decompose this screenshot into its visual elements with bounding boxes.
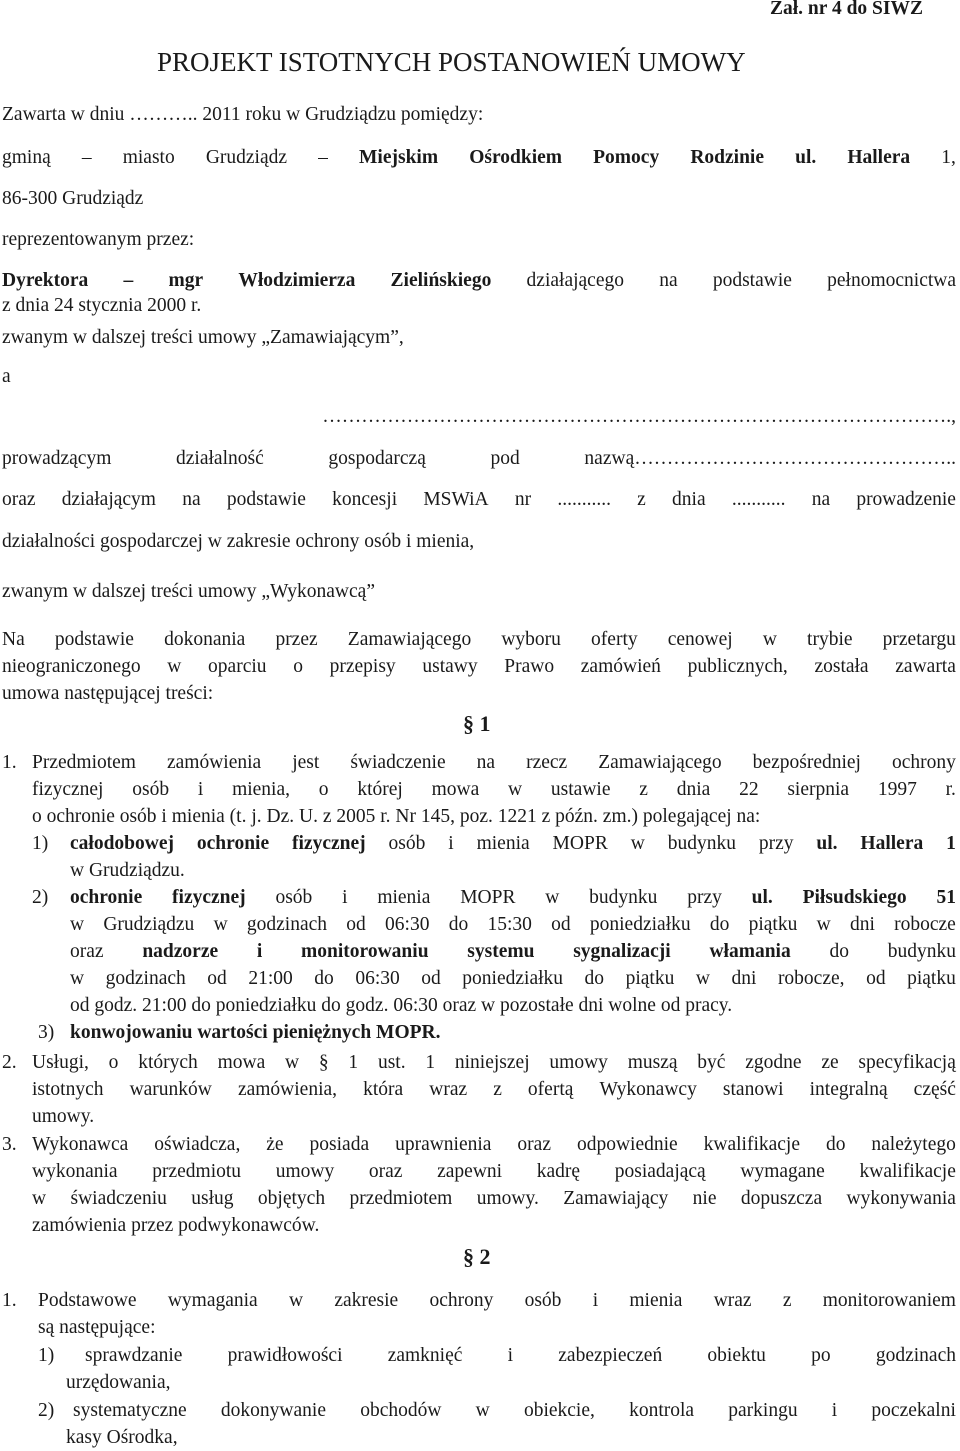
word: Na xyxy=(2,629,25,650)
word: MOPR xyxy=(460,887,516,908)
word: godzinach xyxy=(105,968,186,989)
word: Prawo xyxy=(504,656,555,677)
word: obchodów xyxy=(360,1400,442,1421)
called-contractor: zwanym w dalszej treści umowy „Wykonawcą” xyxy=(2,581,375,602)
word: wymagania xyxy=(167,1290,258,1311)
word: z xyxy=(782,1290,792,1311)
word: Zamawiającego xyxy=(598,752,722,773)
word: włamania xyxy=(709,941,791,962)
word: w xyxy=(70,968,85,989)
s1-p2-line-2 xyxy=(32,1079,956,1101)
word: ustawie xyxy=(550,779,611,800)
word: w xyxy=(32,1188,47,1209)
word: MSWiA xyxy=(423,489,489,510)
word: koncesji xyxy=(332,489,398,510)
word: Pomocy xyxy=(593,147,660,168)
word: Wykonawca xyxy=(32,1134,129,1155)
s1-p2-line-3: umowy. xyxy=(32,1106,95,1127)
word: z xyxy=(637,489,646,510)
word: fizycznej xyxy=(292,833,366,854)
word: w xyxy=(816,914,831,935)
word: publicznych, xyxy=(687,656,788,677)
concluded-text: Zawarta w dniu ……….. 2011 roku w Grudziądzu pomiędzy: xyxy=(2,104,484,125)
word: na xyxy=(476,752,496,773)
word: i xyxy=(592,1290,599,1311)
word: oraz xyxy=(2,489,36,510)
word: zabezpieczeń xyxy=(558,1345,663,1366)
word: budynku xyxy=(589,887,658,908)
word: oraz xyxy=(70,941,104,962)
word: mienia, xyxy=(232,779,291,800)
s1-item2-number: 2) xyxy=(32,887,49,908)
s1-item2-line-3 xyxy=(70,941,956,963)
word: przedmiotu xyxy=(152,1161,242,1182)
word: w xyxy=(695,968,710,989)
word: osób xyxy=(275,887,313,908)
word: na xyxy=(182,489,201,510)
word: wyboru xyxy=(501,629,561,650)
word: mienia xyxy=(629,1290,683,1311)
word: do xyxy=(584,968,605,989)
s1-item2-line-5: od godz. 21:00 do poniedziałku do godz. 06:30 oraz w pozostałe dni wolne od pracy. xyxy=(70,995,733,1016)
word: w xyxy=(167,656,182,677)
word: odpowiednie xyxy=(576,1134,678,1155)
word: poniedziałku xyxy=(589,914,691,935)
word: dni xyxy=(731,968,757,989)
word: systematyczne xyxy=(73,1400,187,1421)
word: w xyxy=(545,887,560,908)
word: ze xyxy=(821,1052,839,1073)
word: w xyxy=(285,1052,300,1073)
word: piątku xyxy=(625,968,675,989)
word: zgodne xyxy=(745,1052,802,1073)
word: godzinach xyxy=(875,1345,956,1366)
word: kontrola xyxy=(629,1400,695,1421)
business-line xyxy=(2,448,956,470)
word: ........... xyxy=(557,489,611,510)
s2-item1-number: 1) xyxy=(38,1345,55,1366)
word: rzecz xyxy=(526,752,568,773)
word: umowy xyxy=(549,1052,608,1073)
word: dokonania xyxy=(164,629,246,650)
word: 15:30 xyxy=(487,914,532,935)
word: kwalifikacje xyxy=(859,1161,956,1182)
word: ochronie xyxy=(70,887,143,908)
s1-p1-number: 1. xyxy=(2,752,17,773)
word: prowadzącym xyxy=(2,448,112,469)
s1-p3-line-2 xyxy=(32,1161,956,1183)
s1-item1-line-1 xyxy=(70,833,956,855)
s2-item2-line-1 xyxy=(73,1400,956,1422)
word: pełnomocnictwa xyxy=(827,270,956,291)
word: ochrony xyxy=(891,752,956,773)
attachment-label: Zał. nr 4 do SIWZ xyxy=(770,0,923,19)
s1-item3-text: konwojowaniu wartości pieniężnych MOPR. xyxy=(70,1022,441,1043)
s1-p1-line-1 xyxy=(32,752,956,774)
word: Wykonawcy xyxy=(599,1079,697,1100)
word: parkingu xyxy=(728,1400,798,1421)
word: osób xyxy=(388,833,426,854)
word: istotnych xyxy=(32,1079,104,1100)
word: piątku xyxy=(907,968,956,989)
word: niniejszej xyxy=(454,1052,530,1073)
word: 22 xyxy=(739,779,759,800)
word: wykonywania xyxy=(846,1188,956,1209)
word: ochronie xyxy=(196,833,270,854)
word: § xyxy=(318,1052,329,1073)
word: w xyxy=(762,629,777,650)
word: dopuszcza xyxy=(740,1188,823,1209)
word: do xyxy=(825,1134,846,1155)
word: prawidłowości xyxy=(227,1345,343,1366)
director-line xyxy=(2,270,956,292)
word: wraz xyxy=(429,1079,468,1100)
word: 51 xyxy=(936,887,956,908)
word: sprawdzanie xyxy=(85,1345,183,1366)
word: gospodarczą xyxy=(328,448,426,469)
s2-item2-number: 2) xyxy=(38,1400,55,1421)
word: nieograniczonego xyxy=(2,656,141,677)
word: Hallera xyxy=(860,833,924,854)
word: od xyxy=(866,968,886,989)
word: ofertą xyxy=(527,1079,574,1100)
s2-p1-number: 1. xyxy=(2,1290,17,1311)
word: specyfikacją xyxy=(858,1052,956,1073)
word: przepisy xyxy=(329,656,396,677)
word: prowadzenie xyxy=(856,489,956,510)
party1-line xyxy=(2,147,956,169)
word: w xyxy=(70,914,85,935)
word: – xyxy=(123,270,134,291)
s1-p1-line-2 xyxy=(32,779,956,801)
word: i xyxy=(256,941,263,962)
word: stanowi xyxy=(722,1079,784,1100)
section-1-heading: § 1 xyxy=(463,711,491,736)
word: działającym xyxy=(61,489,156,510)
word: świadczeniu xyxy=(70,1188,167,1209)
word: ........... xyxy=(731,489,786,510)
s1-p1-line-3: o ochronie osób i mienia (t. j. Dz. U. z 2005 r. Nr 145, poz. 1221 z późn. zm.) polegającej na: xyxy=(32,806,761,827)
word: w xyxy=(508,779,523,800)
word: Przedmiotem xyxy=(32,752,136,773)
s1-p3-line-1 xyxy=(32,1134,956,1156)
word: mienia xyxy=(377,887,431,908)
word: zamówienia, xyxy=(237,1079,338,1100)
word: przy xyxy=(758,833,794,854)
word: ustawy xyxy=(422,656,478,677)
word: mgr xyxy=(168,270,204,291)
word: 06:30 xyxy=(355,968,400,989)
word: Usługi, xyxy=(32,1052,89,1073)
word: ust. xyxy=(377,1052,406,1073)
word: mowa xyxy=(431,779,480,800)
word: zakresie xyxy=(334,1290,399,1311)
word: – xyxy=(81,147,92,168)
s2-item1-line-1 xyxy=(85,1345,956,1367)
word: do xyxy=(709,914,730,935)
word: cenowej xyxy=(667,629,733,650)
s1-p2-line-1 xyxy=(32,1052,956,1074)
word: oświadcza, xyxy=(154,1134,241,1155)
word: Dyrektora xyxy=(2,270,89,291)
word: wraz xyxy=(713,1290,752,1311)
s1-item2-line-1 xyxy=(70,887,956,909)
word: która xyxy=(363,1079,404,1100)
word: umowy. xyxy=(476,1188,539,1209)
word: z xyxy=(493,1079,502,1100)
word: o xyxy=(108,1052,119,1073)
word: 1, xyxy=(941,147,956,168)
word: zamówienia xyxy=(167,752,262,773)
word: Hallera xyxy=(847,147,911,168)
word: Grudziądzu xyxy=(103,914,195,935)
word: monitorowaniem xyxy=(822,1290,956,1311)
word: wykonania xyxy=(32,1161,118,1182)
word: podstawie xyxy=(712,270,792,291)
s1-item3-number: 3) xyxy=(38,1022,55,1043)
word: do xyxy=(314,968,334,989)
word: o xyxy=(293,656,303,677)
word: i xyxy=(448,833,454,854)
word: piątku xyxy=(748,914,798,935)
word: od xyxy=(207,968,227,989)
word: w xyxy=(213,914,228,935)
word: oraz xyxy=(517,1134,551,1155)
word: Zamawiający xyxy=(563,1188,669,1209)
director-date: z dnia 24 stycznia 2000 r. xyxy=(2,295,202,316)
word: przy xyxy=(687,887,722,908)
word: integralną xyxy=(809,1079,888,1100)
basis-line-3: umowa następującej treści: xyxy=(2,683,214,704)
word: Rodzinie xyxy=(690,147,764,168)
word: fizycznej xyxy=(32,779,104,800)
word: 06:30 xyxy=(385,914,430,935)
word: działającego xyxy=(526,270,624,291)
word: obiektu xyxy=(707,1345,766,1366)
s1-p3-line-3 xyxy=(32,1188,956,1210)
word: być xyxy=(697,1052,726,1073)
word: przetargu xyxy=(882,629,956,650)
word: od xyxy=(551,914,571,935)
word: zapewni xyxy=(437,1161,503,1182)
s2-p1-line-2: są następujące: xyxy=(38,1317,156,1338)
word: i xyxy=(342,887,348,908)
word: Zamawiającego xyxy=(347,629,472,650)
s1-p2-number: 2. xyxy=(2,1052,17,1073)
word: Podstawowe xyxy=(38,1290,137,1311)
word: świadczenie xyxy=(350,752,446,773)
word: na xyxy=(659,270,678,291)
word: systemu xyxy=(467,941,535,962)
word: poczekalni xyxy=(871,1400,956,1421)
word: oraz xyxy=(368,1161,403,1182)
word: ochrony xyxy=(429,1290,494,1311)
word: osób xyxy=(132,779,170,800)
s1-item1-number: 1) xyxy=(32,833,49,854)
word: trybie xyxy=(807,629,853,650)
basis-line-2 xyxy=(2,656,956,678)
word: oferty xyxy=(591,629,638,650)
word: zawarta xyxy=(895,656,956,677)
word: umowy xyxy=(275,1161,335,1182)
word: zamknięć xyxy=(387,1345,463,1366)
word: podstawie xyxy=(54,629,134,650)
word: Piłsudskiego xyxy=(802,887,907,908)
concession-line-2: działalności gospodarczej w zakresie ochrony osób i mienia, xyxy=(2,531,475,552)
word: której xyxy=(357,779,403,800)
word: 1 xyxy=(348,1052,359,1073)
word: od xyxy=(346,914,366,935)
word: od xyxy=(421,968,441,989)
word: Grudziądz xyxy=(205,147,288,168)
word: część xyxy=(913,1079,956,1100)
word: poniedziałku xyxy=(462,968,564,989)
word: oparciu xyxy=(208,656,267,677)
concession-line xyxy=(2,489,956,511)
word: ul. xyxy=(795,147,817,168)
word: obiekcie, xyxy=(523,1400,595,1421)
word: osób xyxy=(524,1290,562,1311)
word: działalność xyxy=(176,448,264,469)
word: sierpnia xyxy=(787,779,850,800)
word: ul. xyxy=(751,887,773,908)
word: 21:00 xyxy=(248,968,293,989)
word: w xyxy=(630,833,645,854)
word: fizycznej xyxy=(172,887,246,908)
word: MOPR xyxy=(552,833,608,854)
word: bezpośredniej xyxy=(752,752,861,773)
word: warunków xyxy=(129,1079,212,1100)
word: kadrę xyxy=(536,1161,581,1182)
word: robocze, xyxy=(777,968,845,989)
word: pod xyxy=(490,448,520,469)
word: i xyxy=(197,779,204,800)
word: została xyxy=(814,656,869,677)
word: których xyxy=(138,1052,198,1073)
word: z xyxy=(639,779,648,800)
word: usług xyxy=(191,1188,234,1209)
word: nadzorze xyxy=(142,941,219,962)
word: objętych xyxy=(257,1188,326,1209)
word: Włodzimierza xyxy=(238,270,356,291)
s1-p3-line-4: zamówienia przez podwykonawców. xyxy=(32,1215,320,1236)
word: i xyxy=(831,1400,838,1421)
word: dokonywanie xyxy=(220,1400,326,1421)
represented-by: reprezentowanym przez: xyxy=(2,229,195,250)
s2-p1-line-1 xyxy=(38,1290,956,1312)
word: posiada xyxy=(309,1134,370,1155)
word: podstawie xyxy=(226,489,306,510)
word: dnia xyxy=(676,779,711,800)
basis-line-1 xyxy=(2,629,956,651)
word: 1997 xyxy=(877,779,917,800)
word: miasto xyxy=(122,147,175,168)
word: dni xyxy=(849,914,875,935)
word: mowa xyxy=(217,1052,266,1073)
word: 1 xyxy=(425,1052,436,1073)
word: budynku xyxy=(887,941,956,962)
word: i xyxy=(507,1345,514,1366)
word: do xyxy=(829,941,849,962)
party1-address: 86-300 Grudziądz xyxy=(2,188,144,209)
word: przedmiotem xyxy=(349,1188,453,1209)
and-text: a xyxy=(2,366,11,387)
word: monitorowaniu xyxy=(301,941,429,962)
s1-item2-line-2 xyxy=(70,914,956,936)
word: należytego xyxy=(871,1134,956,1155)
s1-item1-line-2: w Grudziądzu. xyxy=(70,860,185,881)
word: 1 xyxy=(946,833,956,854)
word: ul. xyxy=(816,833,838,854)
word: sygnalizacji xyxy=(573,941,671,962)
word: muszą xyxy=(627,1052,678,1073)
word: jest xyxy=(292,752,320,773)
word: że xyxy=(266,1134,284,1155)
word: na xyxy=(811,489,831,510)
called-ordering: zwanym w dalszej treści umowy „Zamawiającym”, xyxy=(2,327,404,348)
s2-item1-line-2: urzędowania, xyxy=(66,1372,171,1393)
word: godzinach xyxy=(246,914,328,935)
word: uprawnienia xyxy=(395,1134,492,1155)
word: budynku xyxy=(667,833,736,854)
word: kwalifikacje xyxy=(703,1134,800,1155)
word: dnia xyxy=(672,489,706,510)
word: posiadającą xyxy=(614,1161,706,1182)
word: w xyxy=(288,1290,304,1311)
section-2-heading: § 2 xyxy=(463,1244,491,1269)
word: zamówień xyxy=(580,656,661,677)
word: nr xyxy=(514,489,532,510)
word: o xyxy=(318,779,329,800)
word: całodobowej xyxy=(70,833,174,854)
word: do xyxy=(448,914,469,935)
word: robocze xyxy=(894,914,956,935)
document-title: PROJEKT ISTOTNYCH POSTANOWIEŃ UMOWY xyxy=(157,47,746,77)
word: w xyxy=(475,1400,490,1421)
s2-item2-line-2: kasy Ośrodka, xyxy=(66,1427,178,1448)
word: Zielińskiego xyxy=(390,270,492,291)
word: r. xyxy=(945,779,956,800)
word: przez xyxy=(275,629,318,650)
word: – xyxy=(318,147,328,168)
s1-p3-number: 3. xyxy=(2,1134,17,1155)
s1-item2-line-4 xyxy=(70,968,956,990)
blank-line: ……………………………………………………………………………………., xyxy=(322,406,956,427)
word: wymagane xyxy=(740,1161,825,1182)
word: po xyxy=(811,1345,831,1366)
word: Miejskim xyxy=(359,147,439,168)
word: gminą xyxy=(2,147,51,168)
word: Ośrodkiem xyxy=(469,147,563,168)
word: nazwą………………………………………….. xyxy=(584,448,956,469)
word: mienia xyxy=(476,833,530,854)
word: nie xyxy=(692,1188,717,1209)
